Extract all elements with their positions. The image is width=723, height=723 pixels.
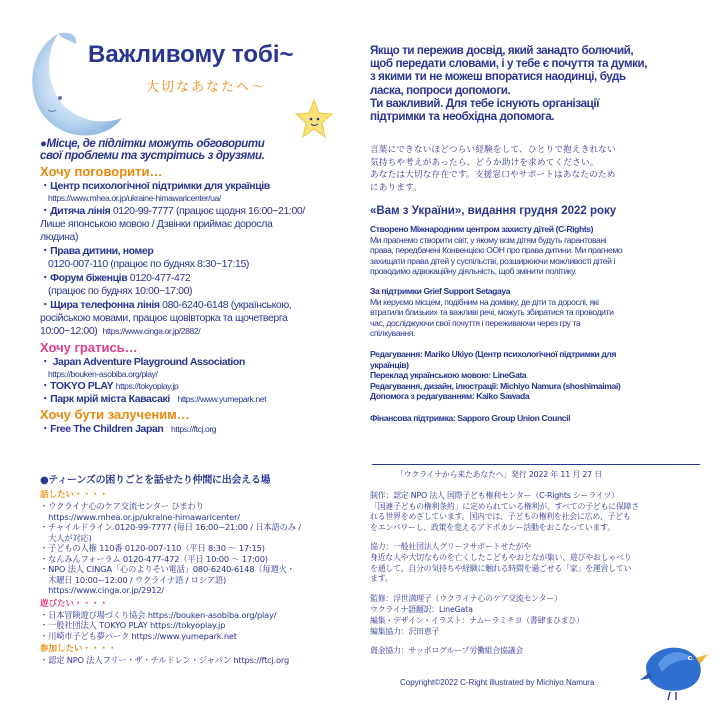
page-subtitle-jp: 大切なあなたへ～ — [146, 80, 267, 95]
credits: Редагування: Mariko Ukiyo (Центр психологічної підтримки для українців) Переклад українською мовою: LineGata Редагування, дизайн, ілюстрації: Michiyo Namura (shoshimaimai) Допомога з редагуванням: Kaiko Sawada — [370, 348, 621, 402]
right-uk-section: «Вам з України», видання грудня 2022 року Створено Міжнародним центром захисту дітей (C-Rights) Ми прагнемо створити світ, у якому всім дітям будуть гарантовані права, передбачені Конвенцією ООН про права дитини. Ми прагнемо захищати права дітей у суспільстві, розширюючи можливості дітей і проводимо адвокаційну діяльність, щоб змінити політику. За підтримки Grief Support Setagaya Ми керуємо місцем, подібним на домівку, де діти та дорослі, які втратили близьких та важливі речі, можуть збиратися та проводити час, досліджуючи свої почуття і переживаючи через гру та спілкування. Редагування: Mariko Ukiyo (Центр психологічної підтримки для українців) Переклад українською мовою: LineGata Редагування, дизайн, ілюстрації: Michiyo Namura (shoshimaimai) Допомога з редагуванням: Kaiko Sawada Фінансова підтримка: Sapporo Group Union Council — [370, 204, 708, 424]
link[interactable]: https://www.cinga.or.jp/2882/ — [102, 326, 201, 336]
link[interactable]: https://www.mhea.or.jp/ukraine-himawaricenter/ — [40, 511, 240, 522]
list-item: ・川崎市子ども夢パーク https://www.yumepark.net — [40, 630, 237, 641]
list-item: ・Форум біженців 0120-477-472 (працює по буднях 10:00~17:00) — [40, 272, 193, 297]
list-item: 大人が対応) — [40, 532, 92, 543]
link[interactable]: https://www.yumepark.net — [177, 394, 267, 404]
section-heading: ●Місце, де підлітки можуть обговорити свої проблеми та зустрітись з друзями. — [40, 138, 265, 162]
left-jp-section — [40, 474, 362, 666]
link[interactable]: https://tokyoplay.jp — [115, 381, 179, 391]
section-heading-jp: ●ティーンズの困りごとを話せたり仲間に出会える場 — [40, 475, 271, 486]
left-uk-section — [40, 138, 362, 436]
bluebird-illustration — [640, 636, 712, 702]
list-item: ・チャイルドライン 0120-99-7777 (毎日 16:00~21:00 / 日本語のみ / — [40, 522, 301, 532]
link[interactable]: https://www.mhea.or.jp/ukraine-himawaricenter/ua/ — [48, 193, 221, 203]
list-item: ・認定 NPO 法人フリー・ザ・チルドレン・ジャパン https://ftcj.org — [40, 655, 290, 665]
list-item: ・子どもの人権 110番 0120-007-110（平日 8:30 ～ 17:15) — [40, 543, 265, 553]
link[interactable]: https://ftcj.org — [171, 424, 217, 434]
list-item: ・Free The Children Japan https://ftcj.org — [40, 423, 217, 435]
divider — [372, 464, 700, 465]
talk-title: Хочу поговорити… — [40, 164, 163, 179]
list-item: ・ウクライナ心のケア交流センター ひまわり — [40, 501, 204, 511]
intro-jp: 言葉にできないほどつらい経験をして、ひとりで抱えきれない 気持ちや考えがあったら、どうか助けを求めてください。 あなたは大切な存在です。支援窓口やサポートはあなたのため にあります。 — [370, 145, 616, 193]
list-item: ・Щира телефонна лінія 080-6240-6148 (українською, російською мовами, працює щовівторка та щочетверга 10:00~12:00) https://www.cinga.or.jp/2882/ — [40, 299, 292, 337]
page-title: Важливому тобі~ — [88, 41, 294, 68]
list-item: ・Права дитини, номер 0120-007-110 (працює по буднях 8:30~17:15) — [40, 245, 249, 270]
list-item: 木曜日 10:00~12:00 / ウクライナ語 / ロシア語) — [40, 574, 227, 585]
link[interactable]: https://bouken-asobiba.org/play/ — [48, 369, 158, 379]
created-title: Створено Міжнародним центром захисту дітей (C-Rights) — [370, 224, 594, 234]
funding: 資金協力：サッポログループ労働組合協議会 — [370, 646, 524, 656]
involve-title: Хочу бути залученим… — [40, 407, 190, 422]
play-title: Хочу гратись… — [40, 340, 138, 355]
copyright: Copyright©2022 C-Right illustrated by Michiyo Namura — [400, 678, 595, 687]
list-item: ・一般社団法人 TOKYO PLAY https://tokyoplay.jp — [40, 620, 226, 630]
list-item: ・なんみんフォーラム 0120-477-472（平日 10:00 ～ 17:00) — [40, 553, 268, 564]
play-title-jp: 遊びたい・・・・ — [40, 598, 109, 609]
edition-title: «Вам з України», видання грудня 2022 року — [370, 205, 617, 217]
finance: Фінансова підтримка: Sapporo Group Union Council — [370, 412, 571, 423]
star-illustration — [294, 98, 334, 140]
list-item: ・日本冒険遊び場づくり協会 https://bouken-asobiba.org/play/ — [40, 609, 277, 620]
list-item: ・TOKYO PLAY https://tokyoplay.jp — [40, 380, 179, 392]
link[interactable]: https://www.cinga.or.jp/2912/ — [40, 585, 165, 595]
publication: 「ウクライナから来たあなたへ」発行 2022 年 11 月 27 日 — [396, 470, 602, 479]
list-item: ・Парк мрій міста Кавасакі https://www.yumepark.net — [40, 393, 267, 405]
list-item: ・Дитяча лінія 0120-99-7777 (працює щодня 16:00~21:00/ Лише японською мовою / Дзвінки приймає доросла людина) — [40, 205, 305, 243]
right-jp-section: 「ウクライナから来たあなたへ」発行 2022 年 11 月 27 日 制作：認定 NPO 法人 国際子ども権利センター（C-Rights シーライツ） 「国連子どもの権利条約」に定められている権利が、すべての子どもに保障さ れる世界をめざしています。国内では、子どもの権利を社会に広め、子ども をエンパワーし、政策を変えるアドボカシー活動をおこなっています。 協力：一般社団法人グリーフサポートせたがや 身近な人や大切なものを亡くしたこどもやおとなが集い、遊びやおしゃべり を通して、自分の気持ちや経験に触れる時間を過ごせる「家」を運営してい ます。 監修：浮世満理子（ウクライナ心のケア交流センター） ウクライナ語翻訳：LineGata 編集・デザイン・イラスト：ナムーラミチヨ（書肆まひまひ） 編集協力：沢田恵子 資金協力：サッポログループ労働組合協議会 — [370, 470, 708, 657]
support-title: За підтримки Grief Support Setagaya — [370, 285, 511, 296]
talk-title-jp: 話したい・・・・ — [40, 490, 109, 500]
list-item: ・Центр психологічної підтримки для українців https://www.mhea.or.jp/ukraine-himawaricenter/ua/ — [40, 180, 362, 204]
intro-uk: Якщо ти пережив досвід, який занадто болючий, щоб передати словами, і у тебе є почуття та думки, з якими ти не можеш впоратися наодинці, будь ласка, попроси допомоги. Ти важливий. Для тебе існують організації підтримки та необхідна допомога. — [370, 44, 648, 124]
list-item: ・NPO 法人 CINGA「心のよりそい電話」080-6240-6148（毎週火・ — [40, 564, 295, 574]
join-title-jp: 参加したい・・・・ — [40, 644, 117, 654]
list-item: ・ Japan Adventure Playground Association https://bouken-asobiba.org/play/ — [40, 356, 362, 380]
